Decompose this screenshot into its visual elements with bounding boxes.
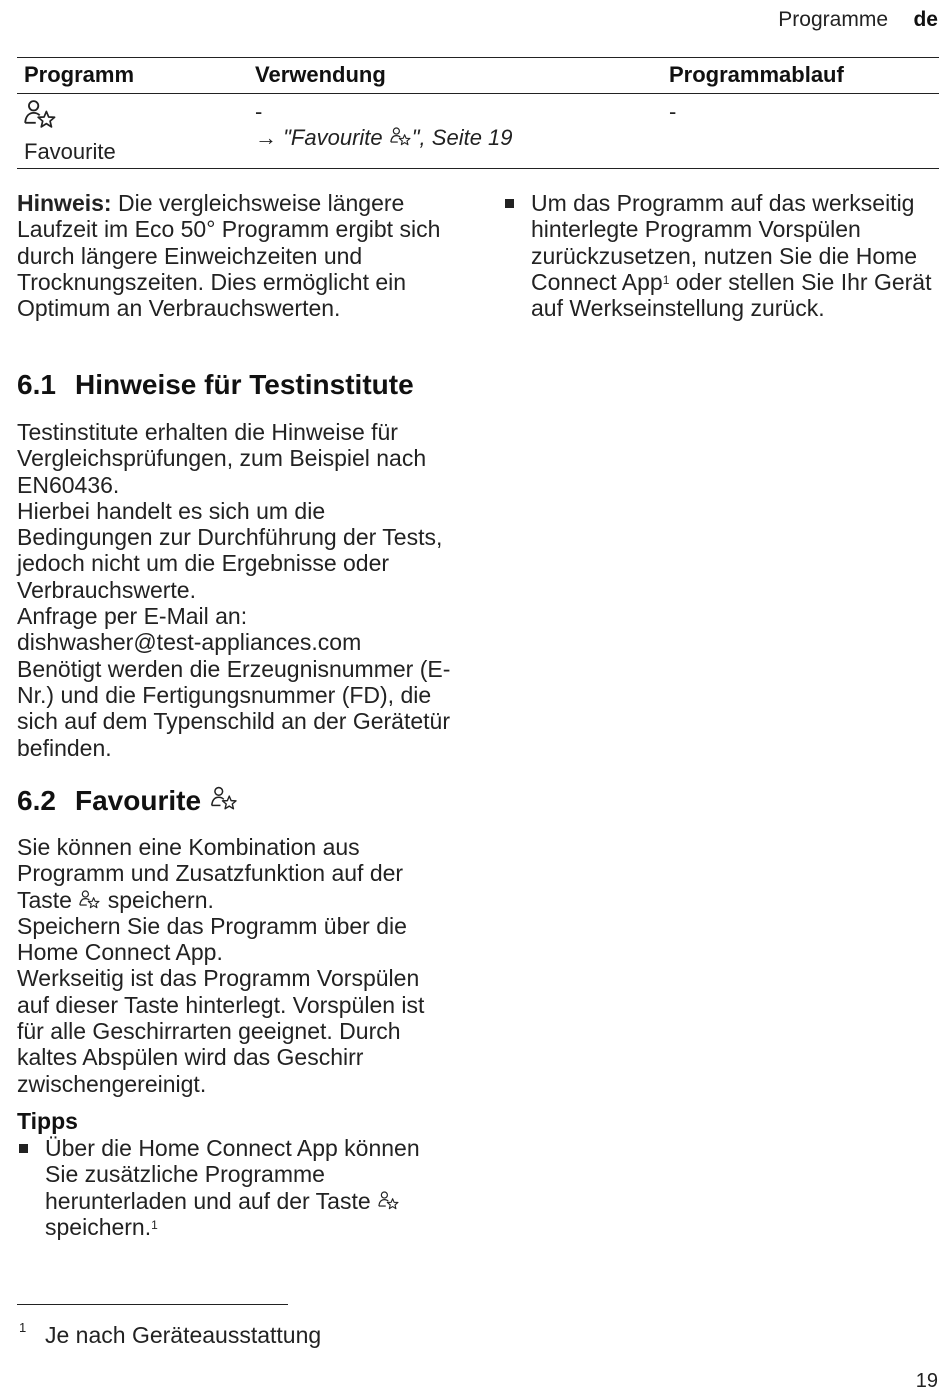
table-top-rule <box>17 57 939 58</box>
section-6-2-body <box>17 834 457 1097</box>
column-header-sequence: Programmablauf <box>669 62 844 87</box>
section-heading-6-2 <box>17 785 239 817</box>
list-item: Über die Home Connect App können Sie zusätzliche Programme herunterladen und auf der Taste speichern.$^1$ <box>17 1135 457 1240</box>
footnote-rule <box>17 1304 288 1305</box>
paragraph: Werkseitig ist das Programm Vorspülen auf dieser Taste hinterlegt. Vorspülen ist für alle Geschirrarten geeignet. Durch kaltes Abspülen wird das Geschirr zwischengereinigt. <box>17 965 425 1097</box>
right-bullet-list <box>503 190 933 321</box>
favourite-icon <box>377 1190 400 1212</box>
favourite-icon <box>22 98 58 132</box>
page-number: 19 <box>915 1370 938 1392</box>
paragraph: Benötigt werden die Erzeugnisnummer (E-Nr.) und die Fertigungsnummer (FD), die sich auf dem Typenschild an der Gerätetür befinden. <box>17 655 451 761</box>
favourite-icon <box>209 785 239 813</box>
note-paragraph <box>17 190 457 321</box>
section-title: Hinweise für Testinstitute <box>75 369 414 400</box>
section-title: Favourite <box>75 785 202 816</box>
footnote-text: Je nach Geräteausstattung <box>45 1322 322 1348</box>
favourite-icon <box>78 889 101 911</box>
bullet-square-icon <box>19 1144 28 1153</box>
usage-ref-prefix: → "Favourite <box>255 125 389 150</box>
footnote-marker: 1 <box>19 1320 27 1335</box>
column-header-program: Programm <box>24 62 135 87</box>
section-number: 6.1 <box>17 369 56 400</box>
column-header-usage: Verwendung <box>255 62 386 87</box>
note-label: Hinweis: <box>17 190 112 216</box>
email-address: dishwasher@test-appliances.com <box>17 629 362 656</box>
tips-heading: Tipps <box>17 1108 78 1134</box>
paragraph: Hierbei handelt es sich um die Bedingungen zur Durchführung der Tests, jedoch nicht um die Ergebnisse oder Verbrauchswerte. <box>17 497 443 603</box>
favourite-icon <box>389 126 412 148</box>
paragraph: Sie können eine Kombination aus Programm und Zusatzfunktion auf der Taste speichern. <box>17 834 404 913</box>
usage-cross-reference <box>255 125 513 151</box>
section-6-1-body <box>17 419 457 761</box>
paragraph: Anfrage per E-Mail an: <box>17 603 248 630</box>
table-header-rule <box>17 93 939 94</box>
section-number: 6.2 <box>17 785 56 816</box>
running-header-language: de <box>913 8 938 31</box>
section-heading-6-1 <box>17 369 414 401</box>
note-text: Die vergleichsweise längere Laufzeit im Eco 50° Programm ergibt sich durch längere Einweichzeiten und Trocknungszeiten. Dies ermöglicht ein Optimum an Verbrauchswerten. <box>17 190 441 322</box>
tips-list <box>17 1135 457 1240</box>
program-name: Favourite <box>24 139 116 164</box>
running-header-section: Programme <box>778 8 888 31</box>
usage-dash: - <box>255 99 263 124</box>
bullet-square-icon <box>505 199 514 208</box>
paragraph: Testinstitute erhalten die Hinweise für Vergleichsprüfungen, zum Beispiel nach EN60436. <box>17 419 427 498</box>
footnote-ref: 1 <box>151 1217 158 1232</box>
usage-ref-suffix: ", Seite 19 <box>411 125 513 150</box>
sequence-dash: - <box>669 99 677 124</box>
list-item: Um das Programm auf das werkseitig hinterlegte Programm Vorspülen zurückzusetzen, nutzen Sie die Home Connect App$^1$ oder stellen Sie Ihr Gerät auf Werkseinstellung zurück. <box>503 190 933 321</box>
paragraph: Speichern Sie das Programm über die Home Connect App. <box>17 912 407 966</box>
table-bottom-rule <box>17 168 939 169</box>
footnote-ref: 1 <box>662 272 670 287</box>
